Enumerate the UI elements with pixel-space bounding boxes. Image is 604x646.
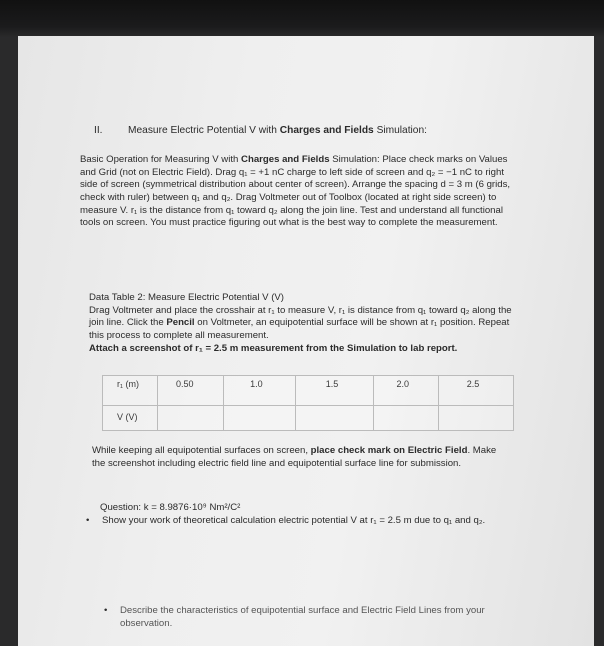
- bullet-icon: •: [104, 605, 108, 616]
- v-value-cell[interactable]: [374, 406, 438, 431]
- r-value-cell: 1.5: [295, 376, 374, 406]
- basic-operation-text-bold: Charges and Fields: [241, 154, 330, 165]
- question-bullet-2: [104, 605, 510, 630]
- table-row: [103, 406, 514, 431]
- bullet-text: Show your work of theoretical calculation electric potential V at r₁ = 2.5 m due to q₁ and q₂.: [102, 515, 486, 526]
- data-table-title: Data Table 2: Measure Electric Potential V (V): [89, 292, 284, 303]
- r-value-cell: 0.50: [158, 376, 224, 406]
- equipotential-text-2: . Make the screenshot including electric field line and equipotential surface line for submission.: [92, 445, 497, 469]
- equipotential-text-1: While keeping all equipotential surfaces on screen,: [92, 445, 311, 456]
- question-bullet-1: [86, 515, 502, 528]
- equipotential-text-bold: place check mark on Electric Field: [310, 445, 468, 456]
- data-table-2: [102, 375, 514, 431]
- equipotential-paragraph: [92, 445, 512, 470]
- row-header-r1: r₁ (m): [103, 376, 158, 406]
- row-header-v: V (V): [103, 406, 158, 431]
- section-number: II.: [94, 125, 103, 136]
- paper-sheet: [18, 36, 594, 646]
- question-label: Question: k = 8.9876·10⁹ Nm²/C²: [100, 502, 241, 513]
- r-value-cell: 2.0: [374, 376, 438, 406]
- bullet-text: Describe the characteristics of equipotential surface and Electric Field Lines from your observation.: [120, 605, 485, 629]
- v-value-cell[interactable]: [438, 406, 513, 431]
- section-title-suffix: Simulation:: [373, 125, 427, 136]
- section-title-bold: Charges and Fields: [279, 125, 374, 136]
- data-table-intro: [89, 292, 521, 355]
- instructions-text-1: Drag Voltmeter and place the crosshair at r₁ to measure V, r₁ is distance from q₁ toward q₂ along the join line. Click the: [89, 304, 512, 329]
- section-title-prefix: Measure Electric Potential V with: [128, 125, 280, 136]
- basic-operation-paragraph: [80, 154, 520, 230]
- v-value-cell[interactable]: [224, 406, 296, 431]
- instructions-text-2: on Voltmeter, an equipotential surface will be shown at r₁ position. Repeat this process to complete all measurement.: [89, 317, 510, 341]
- v-value-cell[interactable]: [158, 406, 224, 431]
- bullet-icon: •: [86, 515, 90, 526]
- pencil-word: Pencil: [166, 317, 195, 329]
- basic-operation-text-1: Basic Operation for Measuring V with: [80, 154, 242, 165]
- attach-screenshot-note: Attach a screenshot of r₁ = 2.5 m measurement from the Simulation to lab report.: [89, 342, 458, 354]
- v-value-cell[interactable]: [295, 406, 374, 431]
- r-value-cell: 1.0: [224, 376, 296, 406]
- section-heading: [94, 124, 427, 137]
- camera-top-edge: [0, 0, 604, 38]
- data-table-instructions: [89, 305, 521, 343]
- r-value-cell: 2.5: [438, 376, 513, 406]
- basic-operation-text-2: Simulation: Place check marks on Values and Grid (not on Electric Field). Drag q₁ = +1 nC charge to left side of screen and q₂ = −1 nC to right side of screen (symmetrical distribution about center of screen). Arrange the spacing d = 3 m (6 grids, check with ruler) between q₁ and q₂. Drag Voltmeter out of Toolbox (located at right side screen) to measure V. r₁ is the distance from q₁ toward q₂ along the join line. Test and understand all functional tools on screen. You must practice figuring out what is the best way to complete the measurement.: [80, 154, 511, 229]
- table-row: [103, 376, 514, 406]
